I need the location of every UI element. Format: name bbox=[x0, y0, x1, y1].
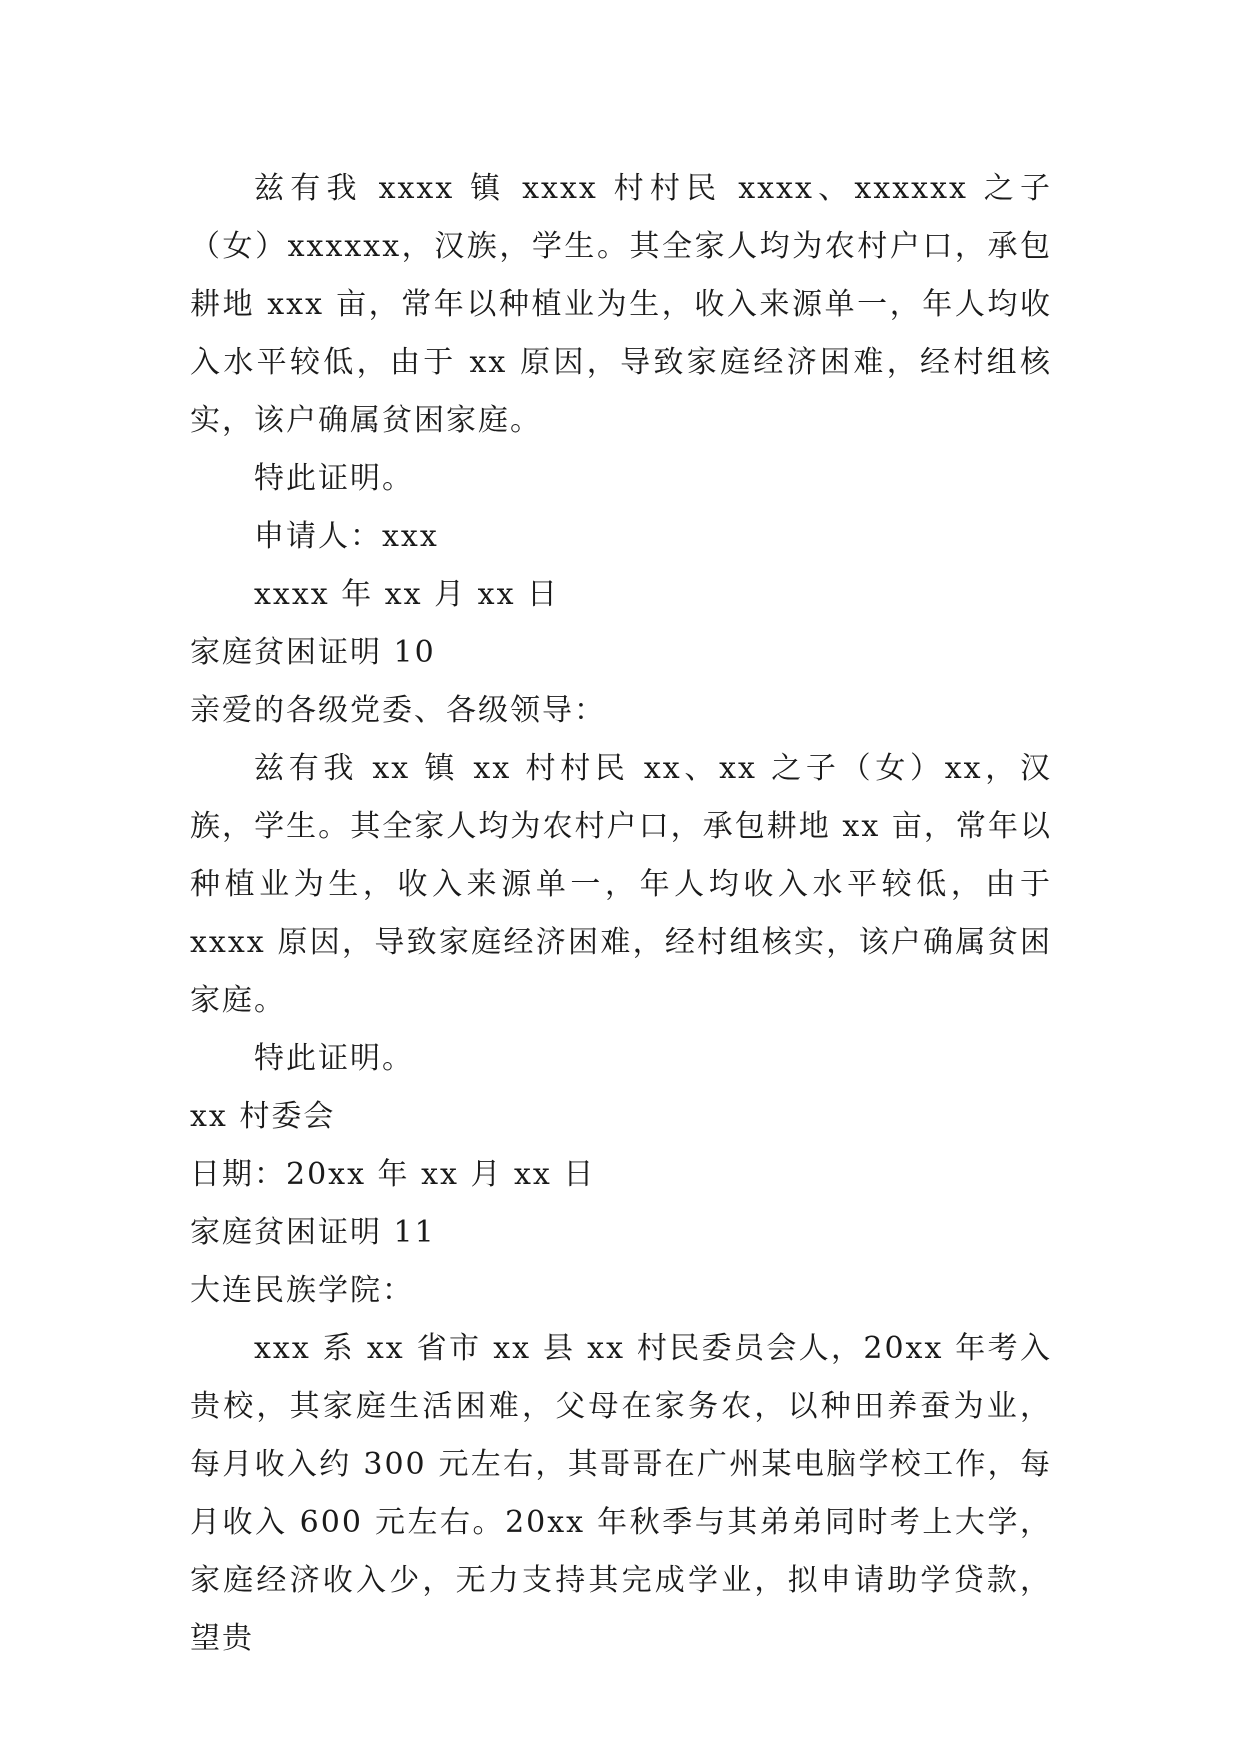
paragraph-certificate-body: 兹有我 xxxx 镇 xxxx 村村民 xxxx、xxxxxx 之子（女）xxxxxx，汉族，学生。其全家人均为农村户口，承包耕地 xxx 亩，常年以种植业为生，收入来源单一，年人均收入水平较低，由于 xx 原因，导致家庭经济困难，经村组核实，该户确属贫困家庭。 bbox=[190, 171, 1052, 438]
section-heading-10: 家庭贫困证明 10 bbox=[190, 635, 436, 670]
paragraph-certificate-body-11: xxx 系 xx 省市 xx 县 xx 村民委员会人，20xx 年考入贵校，其家庭生活困难，父母在家务农，以种田养蚕为业，每月收入约 300 元左右，其哥哥在广州某电脑学校工作，每月收入 600 元左右。20xx 年秋季与其弟弟同时考上大学，家庭经济收入少，无力支持其完成学业，拟申请助学贷款，望贵 bbox=[190, 1331, 1052, 1656]
salutation-11: 大连民族学院： bbox=[190, 1273, 414, 1308]
salutation-10: 亲爱的各级党委、各级领导： bbox=[190, 693, 606, 728]
document-body bbox=[190, 160, 1052, 1668]
paragraph-hereby-certify-10: 特此证明。 bbox=[254, 1041, 414, 1076]
paragraph-hereby-certify: 特此证明。 bbox=[254, 461, 414, 496]
paragraph-certificate-body-10: 兹有我 xx 镇 xx 村村民 xx、xx 之子（女）xx，汉族，学生。其全家人均为农村户口，承包耕地 xx 亩，常年以种植业为生，收入来源单一，年人均收入水平较低，由于 xxxx 原因，导致家庭经济困难，经村组核实，该户确属贫困家庭。 bbox=[190, 751, 1052, 1018]
section-heading-11: 家庭贫困证明 11 bbox=[190, 1215, 436, 1250]
signatory-village-committee: xx 村委会 bbox=[190, 1099, 336, 1134]
paragraph-date: xxxx 年 xx 月 xx 日 bbox=[254, 577, 560, 612]
paragraph-date-10: 日期：20xx 年 xx 月 xx 日 bbox=[190, 1157, 596, 1192]
paragraph-applicant: 申请人：xxx bbox=[254, 519, 439, 554]
